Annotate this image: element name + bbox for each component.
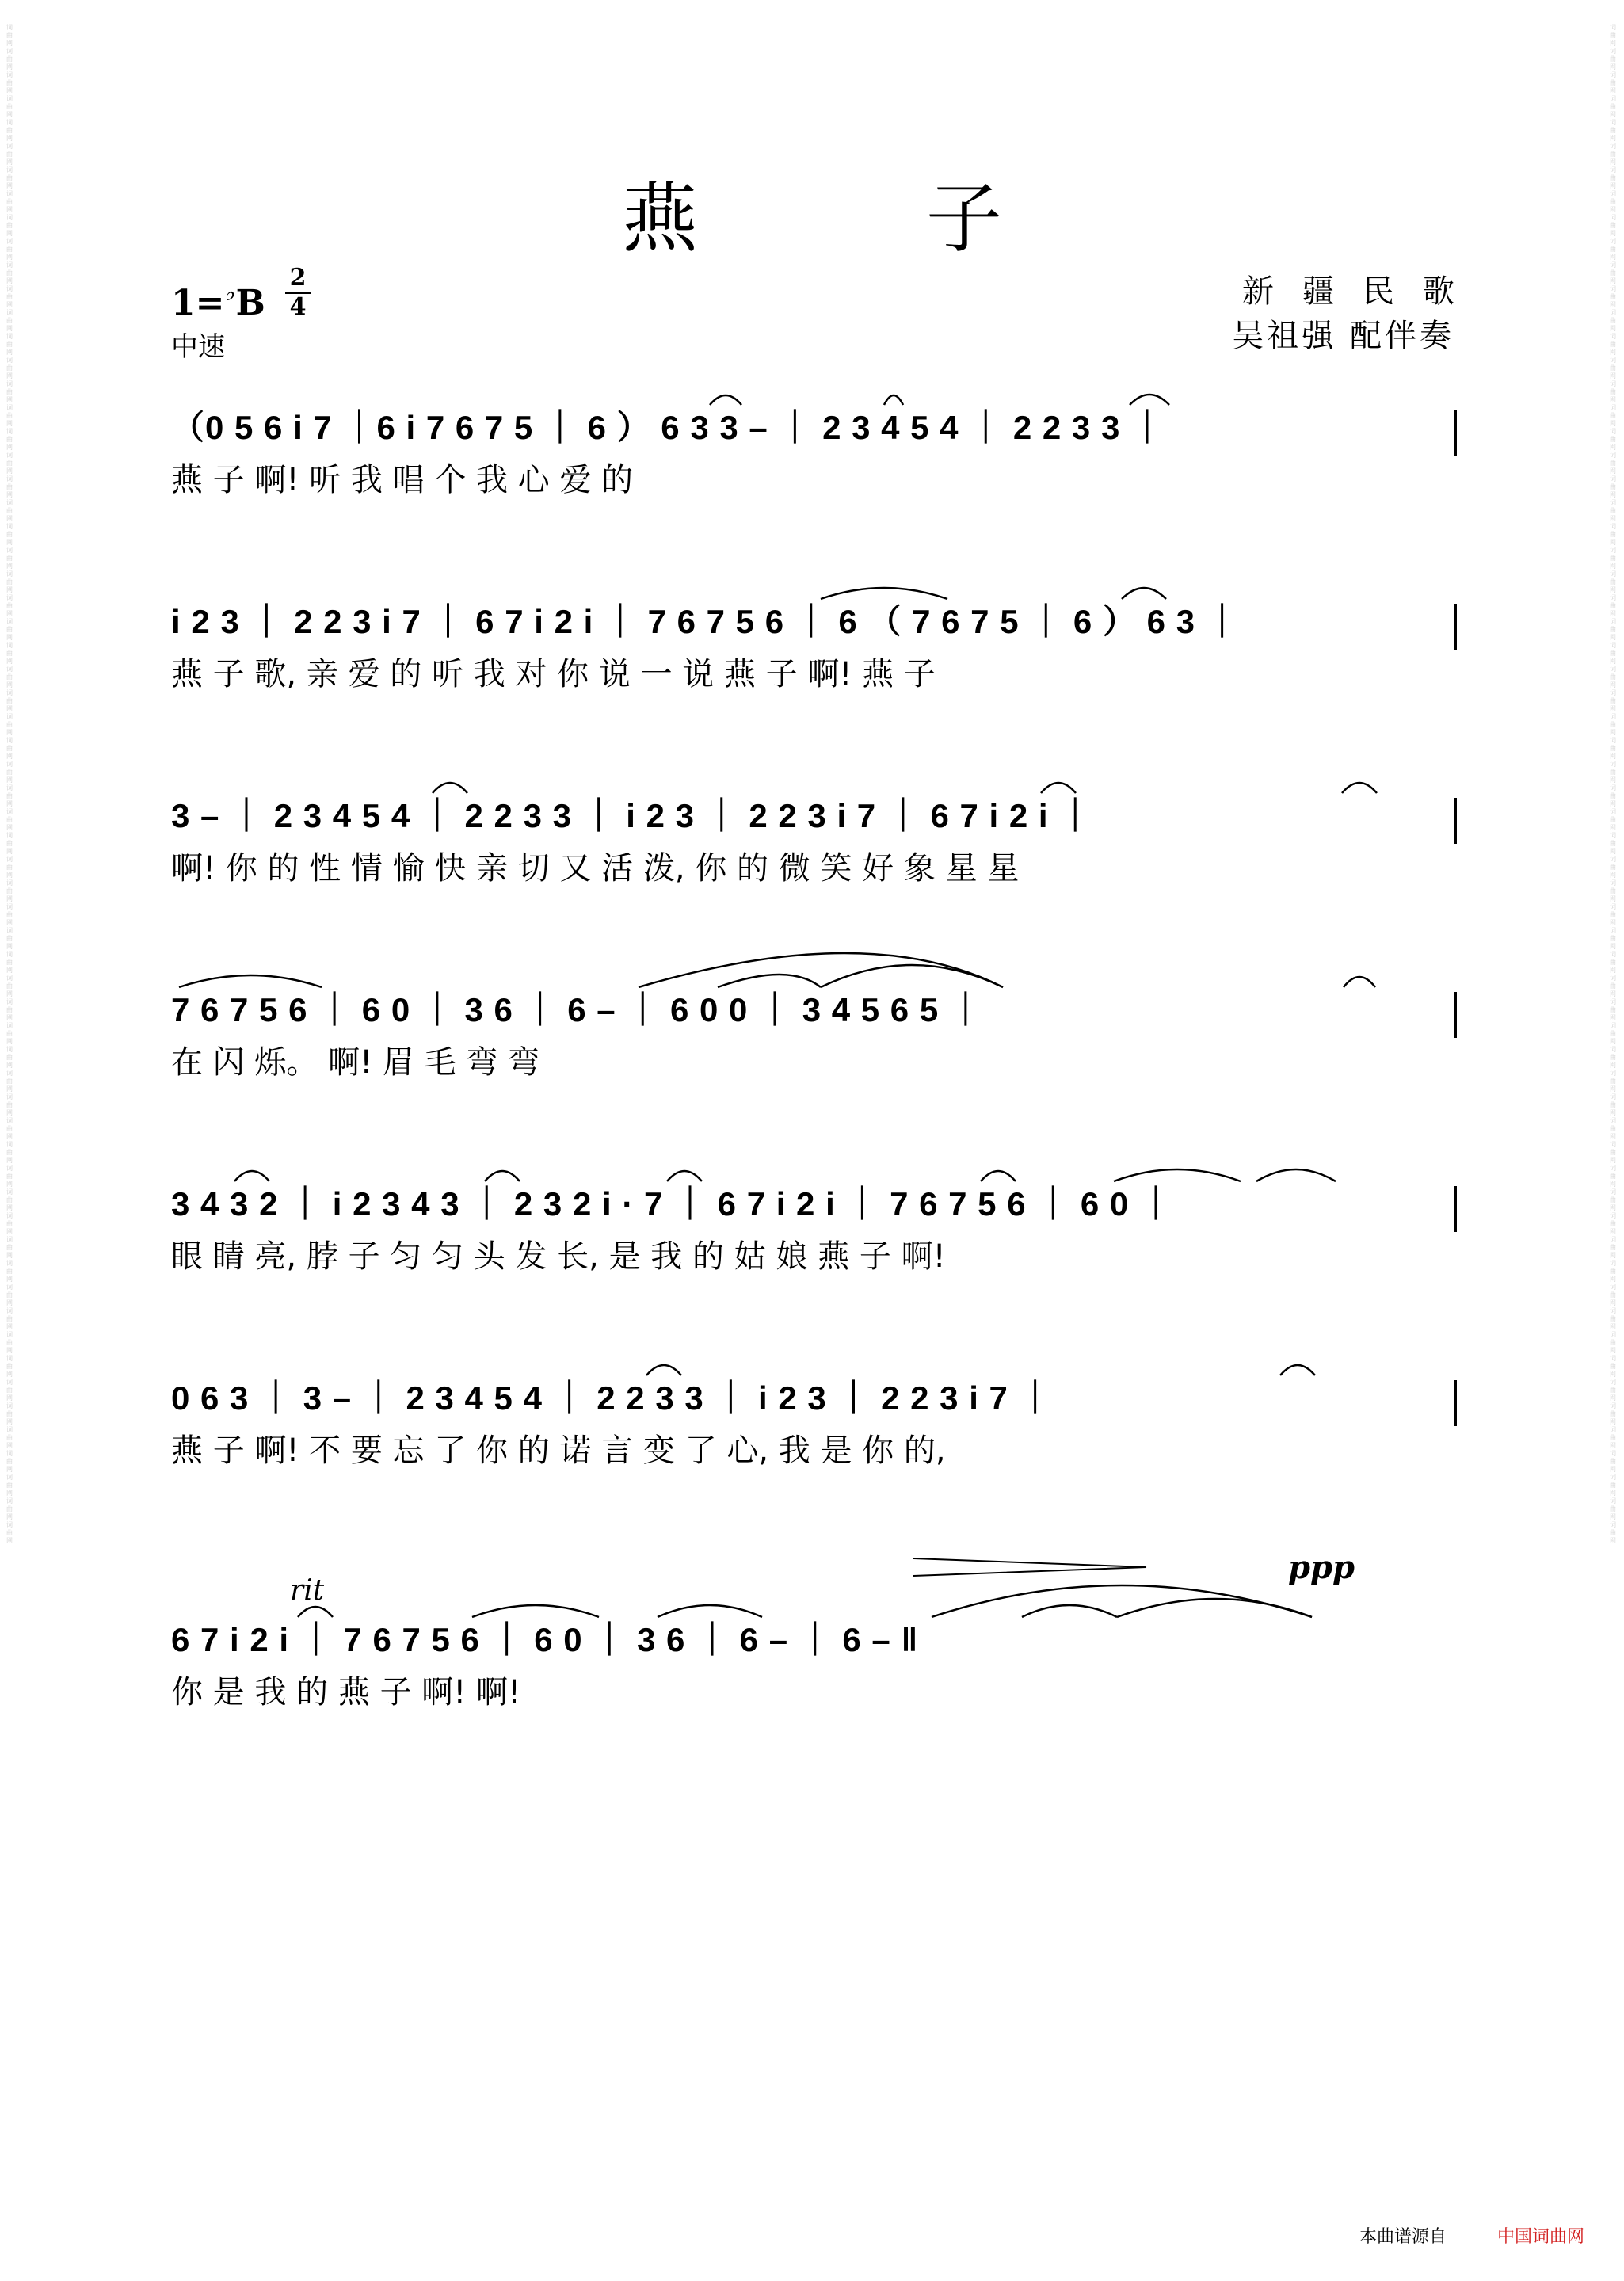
time-top: 2 xyxy=(289,264,307,292)
key-prefix: 1= xyxy=(171,283,225,323)
score-system-7 xyxy=(171,1549,1454,1747)
slur-layer xyxy=(171,570,1454,602)
score-system-4 xyxy=(171,982,1454,1117)
lyrics-line: 燕 子 啊! 听 我 唱 个 我 心 爱 的 xyxy=(171,462,634,498)
score-system-3 xyxy=(171,788,1454,923)
notes-line: 6 7 i 2 i ｜ 7 6 7 5 6 ｜ 6 0 ｜ 3 6 ｜ 6 – ｜ 6 – ‖ xyxy=(171,1621,919,1658)
notes-line: 3 4 3 2 ｜ i 2 3 4 3 ｜ 2 3 2 i · 7 ｜ 6 7 i 2 i ｜ 7 6 7 5 6 ｜ 6 0 ｜ xyxy=(171,1185,1173,1223)
slur-layer xyxy=(171,376,1454,408)
slur-layer xyxy=(171,1153,1454,1184)
notes-line: 7 6 7 5 6 ｜ 6 0 ｜ 3 6 ｜ 6 – ｜ 6 0 0 ｜ 3 4 5 6 5 ｜ xyxy=(171,991,983,1028)
footer-site-link[interactable]: 中国词曲网 xyxy=(1497,2227,1585,2247)
score-system-1 xyxy=(171,400,1454,535)
score-system-5 xyxy=(171,1177,1454,1311)
key-note: B xyxy=(235,283,265,323)
time-bottom: 4 xyxy=(289,293,307,321)
barline-end xyxy=(1454,798,1457,844)
notes-line: i 2 3 ｜ 2 2 3 i 7 ｜ 6 7 i 2 i ｜ 7 6 7 5 6 ｜ 6 （ 7 6 7 5 ｜ 6 ） 6 3 ｜ xyxy=(171,603,1240,640)
barline-end xyxy=(1454,604,1457,650)
page-title: 燕 子 xyxy=(622,174,1078,263)
lyrics-line: 啊! 你 的 性 情 愉 快 亲 切 又 活 泼, 你 的 微 笑 好 象 星 星 xyxy=(171,850,1020,887)
slur-layer xyxy=(171,765,1454,796)
notes-line: （0 5 6 i 7 ｜6 i 7 6 7 5 ｜ 6 ） 6 3 3 – ｜ 2 3 4 5 4 ｜ 2 2 3 3 ｜ xyxy=(171,409,1165,446)
lyrics-line: 眼 睛 亮, 脖 子 匀 匀 头 发 长, 是 我 的 姑 娘 燕 子 啊! xyxy=(171,1238,946,1275)
barline-end xyxy=(1454,410,1457,456)
lyrics-line: 燕 子 歌, 亲 爱 的 听 我 对 你 说 一 说 燕 子 啊! 燕 子 xyxy=(171,656,936,692)
notes-line: 3 – ｜ 2 3 4 5 4 ｜ 2 2 3 3 ｜ i 2 3 ｜ 2 2 3 i 7 ｜ 6 7 i 2 i ｜ xyxy=(171,797,1093,834)
score-system-2 xyxy=(171,594,1454,729)
slur-layer xyxy=(171,1347,1454,1379)
slur-layer xyxy=(171,927,1454,990)
time-signature xyxy=(282,266,314,319)
barline-end xyxy=(1454,1380,1457,1426)
tempo-marking: 中速 xyxy=(171,331,225,363)
slur-layer xyxy=(171,1557,1454,1620)
source-label: 新疆民歌 xyxy=(1242,273,1483,310)
arranger-label: 吴祖强 配伴奏 xyxy=(1232,318,1454,354)
lyrics-line: 你 是 我 的 燕 子 啊! 啊! xyxy=(171,1674,521,1711)
notes-line: 0 6 3 ｜ 3 – ｜ 2 3 4 5 4 ｜ 2 2 3 3 ｜ i 2 3 ｜ 2 2 3 i 7 ｜ xyxy=(171,1379,1053,1417)
watermark-left: 词曲网词曲网词曲网词曲网词曲网词曲网词曲网词曲网词曲网词曲网词曲网词曲网词曲网词曲网词曲网词曲网词曲网词曲网词曲网词曲网词曲网词曲网词曲网词曲网词曲网词曲网词曲网词曲网词曲网词曲网词曲网词曲网词曲网词曲网词曲网词曲网词曲网词曲网词曲网词曲网词曲网词曲网词曲网词曲网词曲网词曲网词曲网词曲网词曲网词曲网词曲网词曲网词曲网词曲网词曲网词曲网词曲网词曲网词曲网词曲网词曲网词曲网词曲网词曲网 xyxy=(6,24,13,1544)
barline-end xyxy=(1454,1186,1457,1232)
barline-end xyxy=(1454,992,1457,1038)
lyrics-line: 燕 子 啊! 不 要 忘 了 你 的 诺 言 变 了 心, 我 是 你 的, xyxy=(171,1432,946,1469)
ppp-dynamic: ppp xyxy=(1288,1549,1355,1586)
ritardando-marking: rit xyxy=(290,1574,325,1607)
watermark-right: 词曲网词曲网词曲网词曲网词曲网词曲网词曲网词曲网词曲网词曲网词曲网词曲网词曲网词曲网词曲网词曲网词曲网词曲网词曲网词曲网词曲网词曲网词曲网词曲网词曲网词曲网词曲网词曲网词曲网词曲网词曲网词曲网词曲网词曲网词曲网词曲网词曲网词曲网词曲网词曲网词曲网词曲网词曲网词曲网词曲网词曲网词曲网词曲网词曲网词曲网词曲网词曲网词曲网词曲网词曲网词曲网词曲网词曲网词曲网词曲网词曲网词曲网词曲网词曲网 xyxy=(1610,24,1616,1544)
score-system-6 xyxy=(171,1371,1454,1505)
key-signature xyxy=(171,269,265,327)
flat-icon: ♭ xyxy=(224,279,236,307)
footer-source-label: 本曲谱源自 xyxy=(1359,2227,1447,2247)
lyrics-line: 在 闪 烁。 啊! 眉 毛 弯 弯 xyxy=(171,1044,540,1081)
